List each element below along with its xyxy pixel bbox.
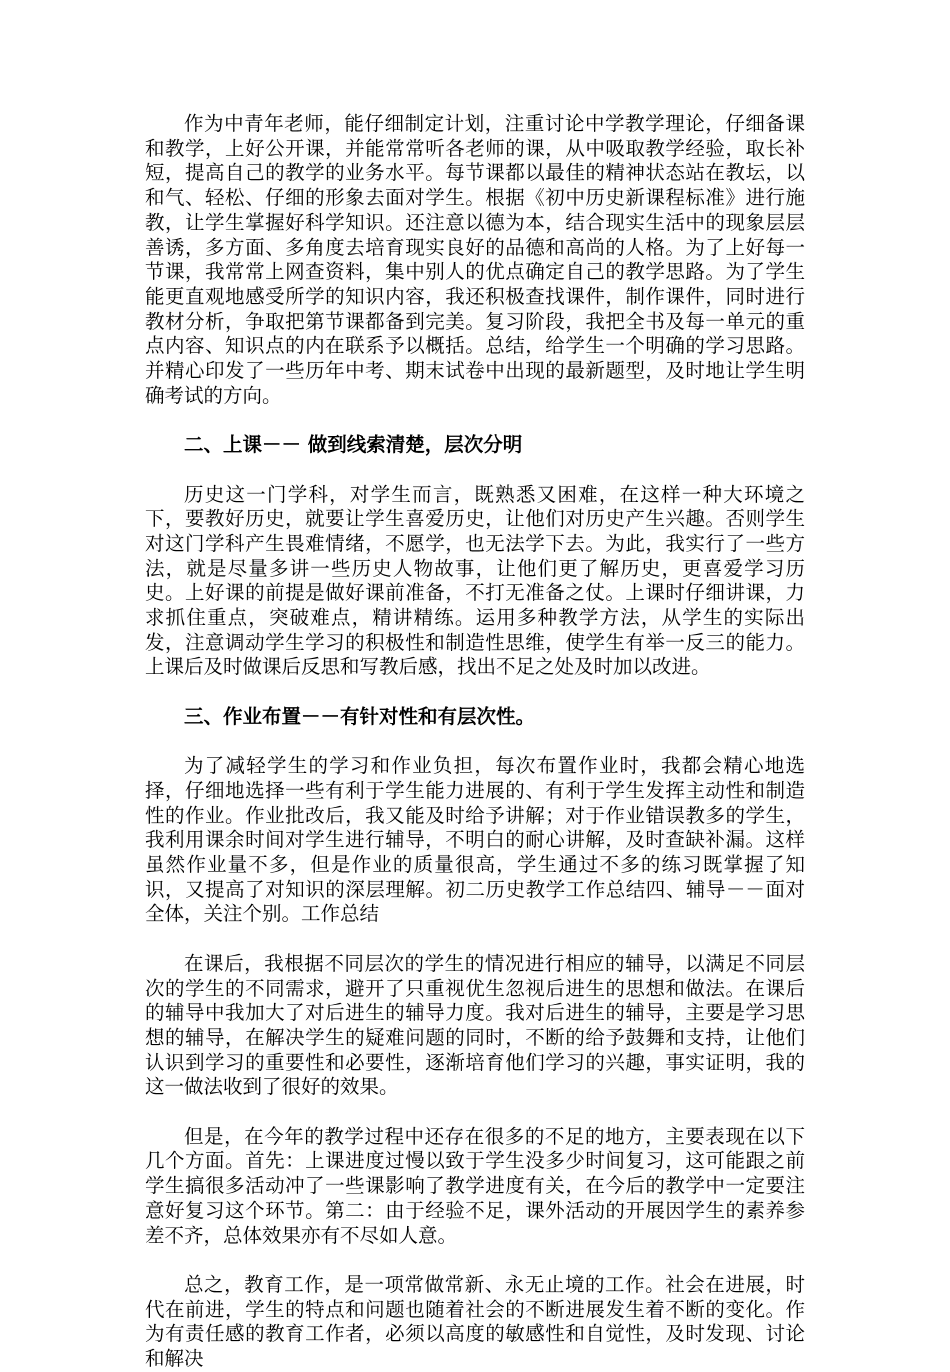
document-page (145, 112, 805, 1372)
paragraph-classroom-teaching: 历史这一门学科，对学生而言，既熟悉又困难，在这样一种大环境之下，要教好历史，就要让学生喜爱历史，让他们对历史产生兴趣。否则学生对这门学科产生畏难情绪，不愿学，也无法学下去。为此，我实行了一些方法，就是尽量多讲一些历史人物故事，让他们更了解历史，更喜爱学习历史。上好课的前提是做好课前准备，不打无准备之仗。上课时仔细讲课，力求抓住重点，突破难点，精讲精练。运用多种教学方法，从学生的实际出发，注意调动学生学习的积极性和制造性思维，使学生有举一反三的能力。上课后及时做课后反思和写教后感，找出不足之处及时加以改进。 (145, 482, 805, 679)
paragraph-spacer (145, 458, 805, 483)
paragraph-spacer (145, 927, 805, 952)
paragraph-spacer (145, 408, 805, 433)
paragraph-conclusion: 总之，教育工作，是一项常做常新、永无止境的工作。社会在进展，时代在前进，学生的特点和问题也随着社会的不断进展发生着不断的变化。作为有责任感的教育工作者，必须以高度的敏感性和自觉性，及时发现、讨论和解决 (145, 1272, 805, 1371)
paragraph-shortcomings: 但是，在今年的教学过程中还存在很多的不足的地方，主要表现在以下几个方面。首先：上课进度过慢以致于学生没多少时间复习，这可能跟之前学生搞很多活动冲了一些课影响了教学进度有关，在今后的教学中一定要注意好复习这个环节。第二：由于经验不足，课外活动的开展因学生的素养参差不齐，总体效果亦有不尽如人意。 (145, 1124, 805, 1247)
section-heading-homework: 三、作业布置－－有针对性和有层次性。 (184, 704, 536, 728)
paragraph-teaching-preparation: 作为中青年老师，能仔细制定计划，注重讨论中学教学理论，仔细备课和教学，上好公开课，并能常常听各老师的课，从中吸取教学经验，取长补短，提高自己的教学的业务水平。每节课都以最佳的精神状态站在教坛，以和气、轻松、仔细的形象去面对学生。根据《初中历史新课程标准》进行施教，让学生掌握好科学知识。还注意以德为本，结合现实生活中的现象层层善诱，多方面、多角度去培育现实良好的品德和高尚的人格。为了上好每一节课，我常常上网查资料，集中别人的优点确定自己的教学思路。为了学生能更直观地感受所学的知识内容，我还积极查找课件，制作课件，同时进行教材分析，争取把第节课都备到完美。复习阶段，我把全书及每一单元的重点内容、知识点的内在联系予以概括。总结，给学生一个明确的学习思路。并精心印发了一些历年中考、期末试卷中出现的最新题型，及时地让学生明确考试的方向。 (145, 112, 805, 407)
section-heading-class: 二、上课－－ 做到线索清楚，层次分明 (184, 433, 523, 457)
paragraph-spacer (145, 730, 805, 755)
paragraph-spacer (145, 680, 805, 705)
paragraph-tutoring: 在课后，我根据不同层次的学生的情况进行相应的辅导，以满足不同层次的学生的不同需求，避开了只重视优生忽视后进生的思想和做法。在课后的辅导中我加大了对后进生的辅导力度。我对后进生的辅导，主要是学习思想的辅导，在解决学生的疑难问题的同时，不断的给予鼓舞和支持，让他们认识到学习的重要性和必要性，逐渐培育他们学习的兴趣，事实证明，我的这一做法收到了很好的效果。 (145, 951, 805, 1099)
paragraph-spacer (145, 1100, 805, 1125)
paragraph-homework: 为了减轻学生的学习和作业负担，每次布置作业时，我都会精心地选择，仔细地选择一些有利于学生能力进展的、有利于学生发挥主动性和制造性的作业。作业批改后，我又能及时给予讲解；对于作业错误教多的学生，我利用课余时间对学生进行辅导，不明白的耐心讲解，及时查缺补漏。这样虽然作业量不多，但是作业的质量很高，学生通过不多的练习既掌握了知识，又提高了对知识的深层理解。初二历史教学工作总结四、辅导－－面对全体，关注个别。工作总结 (145, 754, 805, 926)
paragraph-spacer (145, 1248, 805, 1273)
